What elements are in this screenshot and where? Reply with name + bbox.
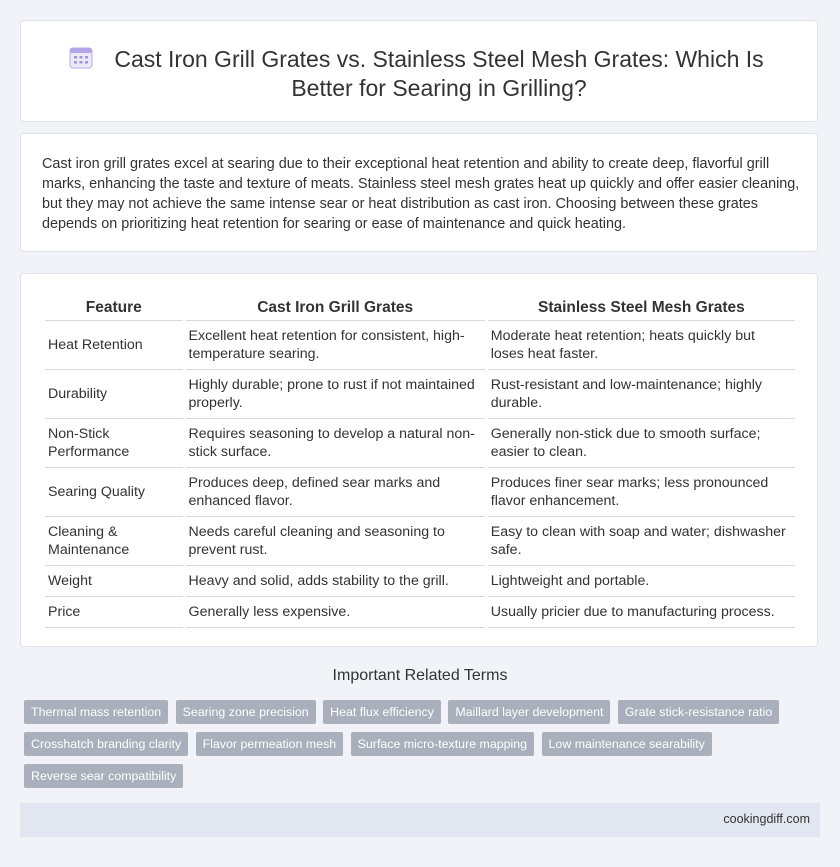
stainless-steel-cell: Produces finer sear marks; less pronounced flavor enhancement. — [488, 468, 795, 517]
footer — [20, 803, 820, 837]
stainless-steel-cell: Easy to clean with soap and water; dishwasher safe. — [488, 517, 795, 566]
cast-iron-cell: Requires seasoning to develop a natural non-stick surface. — [186, 419, 485, 468]
term-tag[interactable]: Thermal mass retention — [24, 700, 168, 724]
term-tag[interactable]: Searing zone precision — [176, 700, 316, 724]
comparison-card — [20, 273, 818, 647]
feature-cell: Cleaning & Maintenance — [45, 517, 183, 566]
related-terms-list — [24, 700, 804, 796]
header-feature: Feature — [45, 296, 183, 321]
footer-site-link[interactable]: cookingdiff.com — [723, 812, 810, 826]
term-tag[interactable]: Surface micro-texture mapping — [351, 732, 534, 756]
stainless-steel-cell: Rust-resistant and low-maintenance; highly durable. — [488, 370, 795, 419]
table-row — [45, 370, 795, 419]
feature-cell: Non-Stick Performance — [45, 419, 183, 468]
table-row — [45, 321, 795, 370]
page-title: Cast Iron Grill Grates vs. Stainless Steel Mesh Grates: Which Is Better for Searing in Grilling? — [114, 46, 764, 101]
table-row — [45, 419, 795, 468]
table-row — [45, 468, 795, 517]
stainless-steel-cell: Lightweight and portable. — [488, 566, 795, 597]
feature-cell: Durability — [45, 370, 183, 419]
term-tag[interactable]: Heat flux efficiency — [323, 700, 441, 724]
stainless-steel-cell: Generally non-stick due to smooth surface; easier to clean. — [488, 419, 795, 468]
stainless-steel-cell: Moderate heat retention; heats quickly but loses heat faster. — [488, 321, 795, 370]
related-terms-heading: Important Related Terms — [332, 667, 508, 684]
intro-card — [20, 133, 818, 252]
cast-iron-cell: Excellent heat retention for consistent, high-temperature searing. — [186, 321, 485, 370]
comparison-table — [42, 296, 798, 628]
feature-cell: Price — [45, 597, 183, 628]
cast-iron-cell: Needs careful cleaning and seasoning to prevent rust. — [186, 517, 485, 566]
feature-cell: Weight — [45, 566, 183, 597]
header-stainless-steel: Stainless Steel Mesh Grates — [488, 296, 795, 321]
table-row — [45, 597, 795, 628]
header-cast-iron: Cast Iron Grill Grates — [186, 296, 485, 321]
cast-iron-cell: Generally less expensive. — [186, 597, 485, 628]
feature-cell: Heat Retention — [45, 321, 183, 370]
cast-iron-cell: Highly durable; prone to rust if not maintained properly. — [186, 370, 485, 419]
table-header-row — [45, 296, 795, 321]
intro-paragraph: Cast iron grill grates excel at searing due to their exceptional heat retention and ability to create deep, flavorful grill marks, enhancing the taste and texture of meats. Stainless steel mesh grates heat up quickly and offer easier cleaning, but they may not achieve the same intense sear or heat distribution as cast iron. Choosing between these grates depends on prioritizing heat retention for searing or ease of maintenance and quick heating. — [42, 156, 800, 232]
term-tag[interactable]: Grate stick-resistance ratio — [618, 700, 779, 724]
stainless-steel-cell: Usually pricier due to manufacturing process. — [488, 597, 795, 628]
term-tag[interactable]: Low maintenance searability — [542, 732, 712, 756]
feature-cell: Searing Quality — [45, 468, 183, 517]
term-tag[interactable]: Reverse sear compatibility — [24, 764, 183, 788]
title-card — [20, 20, 818, 122]
cast-iron-cell: Heavy and solid, adds stability to the grill. — [186, 566, 485, 597]
table-row — [45, 517, 795, 566]
table-row — [45, 566, 795, 597]
term-tag[interactable]: Maillard layer development — [448, 700, 610, 724]
term-tag[interactable]: Flavor permeation mesh — [196, 732, 344, 756]
cast-iron-cell: Produces deep, defined sear marks and enhanced flavor. — [186, 468, 485, 517]
term-tag[interactable]: Crosshatch branding clarity — [24, 732, 188, 756]
